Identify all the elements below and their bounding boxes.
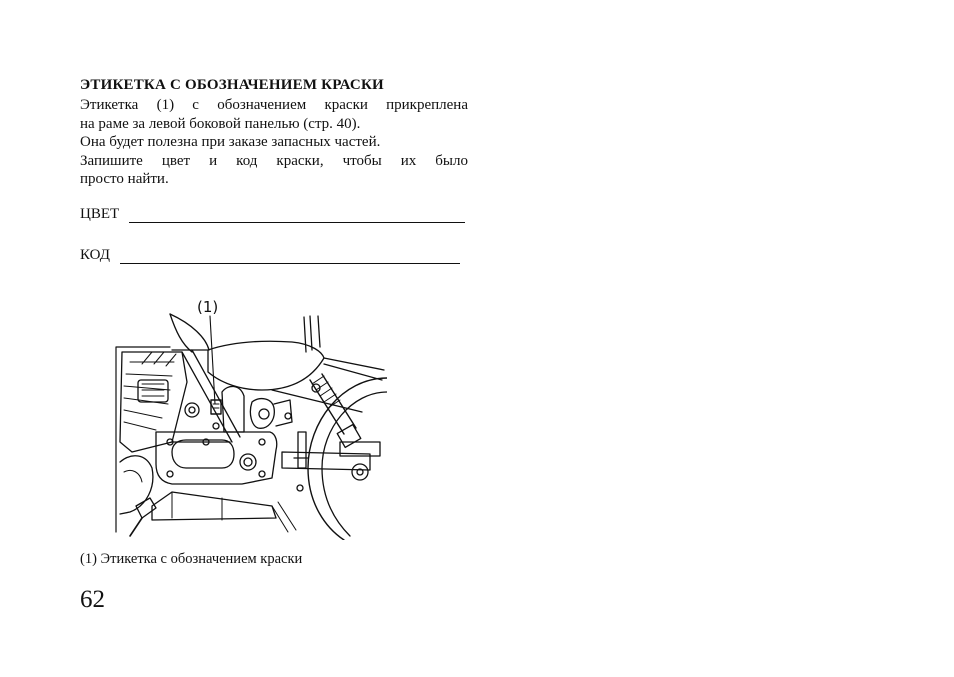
- motorcycle-paint-label-illustration: [112, 292, 387, 540]
- code-field-label: КОД: [80, 247, 110, 263]
- page-number: 62: [80, 586, 105, 613]
- code-write-in-line: [120, 249, 460, 264]
- paragraph-line: просто найти.: [80, 171, 169, 187]
- color-field: [80, 206, 465, 223]
- paragraph-line: на раме за левой боковой панелью (стр. 40).: [80, 115, 361, 132]
- callout-label: (1): [197, 298, 219, 316]
- color-write-in-line: [129, 208, 465, 223]
- body-paragraph: [80, 96, 468, 189]
- paragraph-line: Запишите цвет и код краски, чтобы их было: [80, 152, 468, 169]
- paragraph-line: Она будет полезна при заказе запасных частей.: [80, 134, 381, 150]
- paragraph-line: Этикетка (1) с обозначением краски прикреплена: [80, 97, 468, 113]
- figure-caption: (1) Этикетка с обозначением краски: [80, 551, 303, 567]
- section-heading: ЭТИКЕТКА С ОБОЗНАЧЕНИЕМ КРАСКИ: [80, 77, 384, 93]
- color-field-label: ЦВЕТ: [80, 206, 120, 222]
- code-field: [80, 247, 460, 264]
